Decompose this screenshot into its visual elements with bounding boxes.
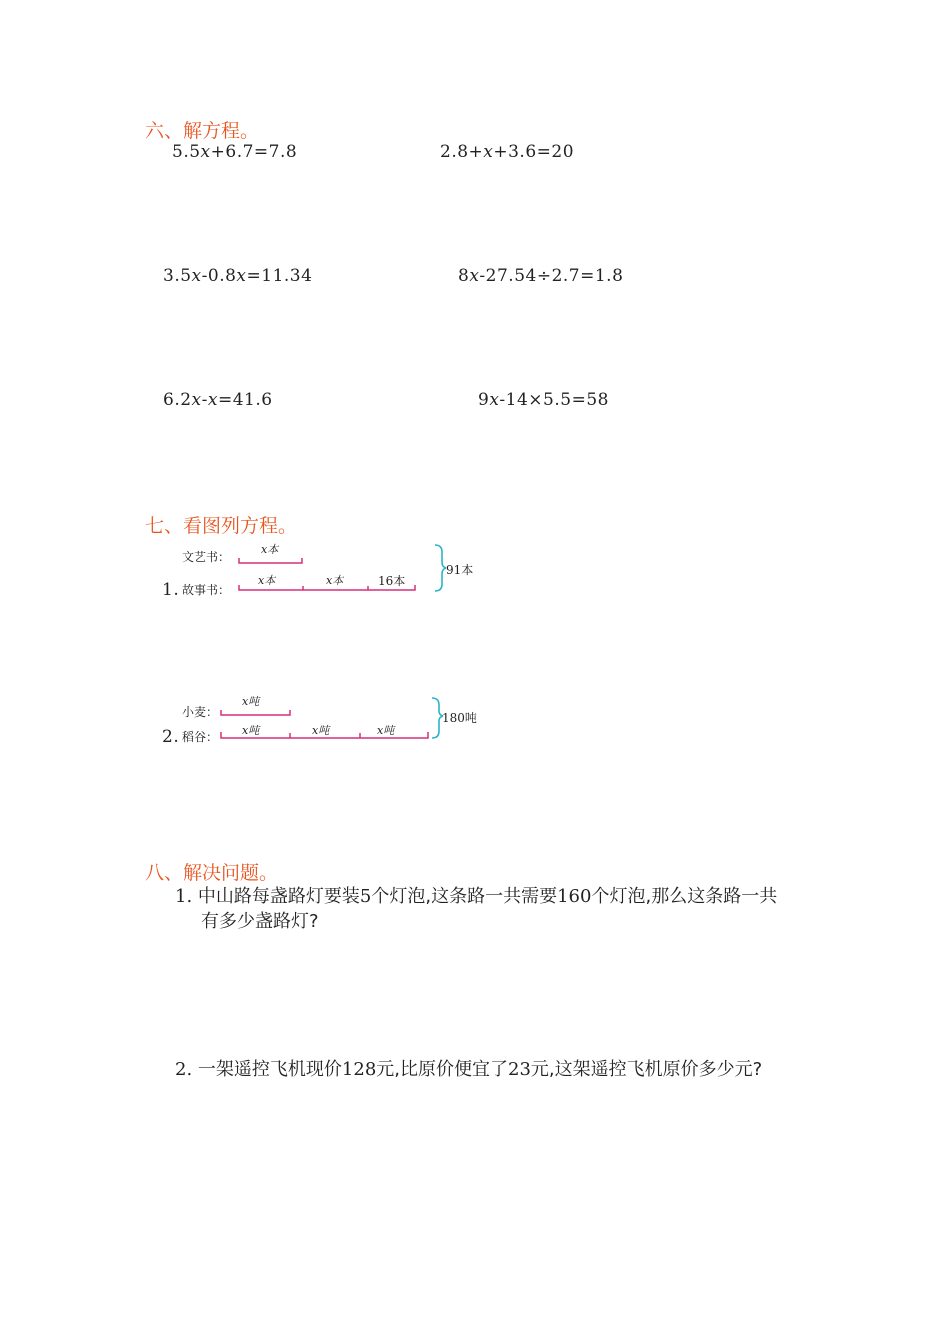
diagram2-row1-seg-label: x吨: [242, 695, 260, 708]
section-8-title: 八、解决问题。: [145, 862, 279, 884]
diagram2-number: 2.: [162, 727, 180, 747]
diagram2-row1-segment: [221, 710, 290, 715]
equation-5: 6.2x-x=41.6: [163, 390, 273, 410]
diagram1-row1-label: 文艺书：: [182, 550, 231, 564]
diagram1-number: 1.: [162, 580, 180, 600]
equation-2: 2.8+x+3.6=20: [440, 142, 575, 162]
diagram2-row1-label: 小麦：: [182, 705, 219, 719]
diagram1-row2-seg1-label: x本: [258, 574, 276, 587]
diagram1-row2-seg2-label: x本: [326, 574, 344, 587]
problem-2: 2. 一架遥控飞机现价128元,比原价便宜了23元,这架遥控飞机原价多少元?: [175, 1059, 763, 1080]
diagram2-total: 180吨: [442, 711, 477, 725]
problem-1-line1: 1. 中山路每盏路灯要装5个灯泡,这条路一共需要160个灯泡,那么这条路一共: [175, 886, 778, 907]
diagram2-brace: [432, 698, 443, 738]
diagram2-row2-seg1-label: x吨: [242, 724, 260, 737]
diagram2-row2-segments: [221, 732, 428, 738]
equation-6: 9x-14×5.5=58: [478, 390, 609, 410]
equation-1: 5.5x+6.7=7.8: [172, 142, 298, 162]
diagram2-row2-seg2-label: x吨: [312, 724, 330, 737]
diagram1-row1-segment: [239, 558, 302, 563]
equation-3: 3.5x-0.8x=11.34: [163, 266, 313, 286]
problem-1-line2: 有多少盏路灯?: [201, 911, 319, 932]
section-6-title: 六、解方程。: [145, 120, 260, 142]
equation-4: 8x-27.54÷2.7=1.8: [458, 266, 624, 286]
diagram1-row1-seg-label: x本: [261, 543, 279, 556]
diagram1-total: 91本: [446, 563, 474, 577]
diagram2-row2-seg3-label: x吨: [377, 724, 395, 737]
section-7-title: 七、看图列方程。: [145, 515, 298, 537]
diagram1-brace: [435, 545, 446, 591]
diagram2-row2-label: 稻谷：: [182, 730, 219, 744]
diagram1-row2-label: 故事书：: [182, 583, 231, 597]
diagram1-row2-segments: [239, 585, 415, 590]
diagram1-row2-seg3-label: 16本: [378, 574, 406, 588]
